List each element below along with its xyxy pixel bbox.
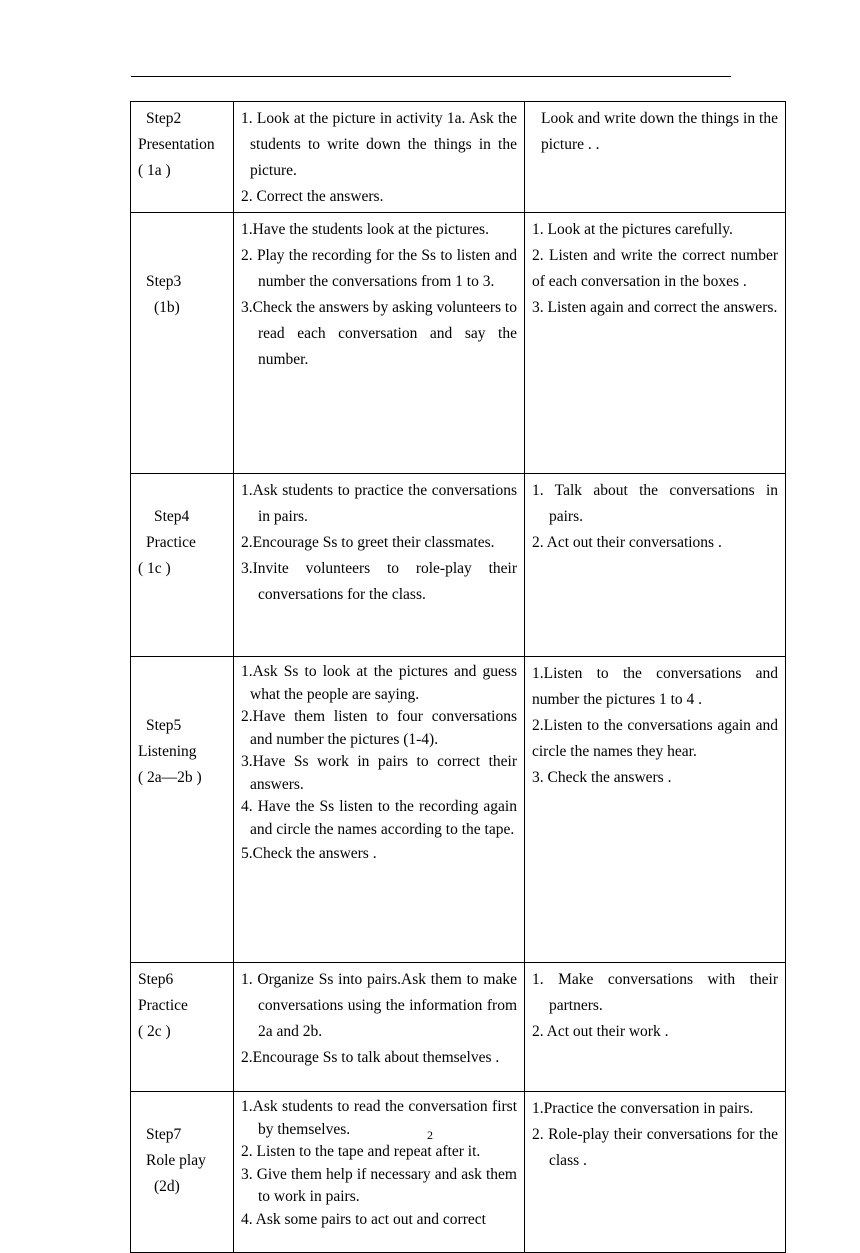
student-activity: 1. Make conversations with their partners. (532, 971, 778, 1014)
teacher-activity: 1.Have the students look at the pictures. (241, 221, 489, 238)
step-code: ( 1c ) (138, 560, 171, 577)
table-row (131, 657, 786, 963)
step-cell (131, 657, 234, 963)
step-cell (131, 1092, 234, 1253)
table-row (131, 213, 786, 474)
student-activity: 3. Listen again and correct the answers. (532, 299, 778, 316)
teacher-activity: 1.Ask Ss to look at the pictures and guess what the people are saying. (241, 663, 517, 703)
header-rule (131, 76, 731, 77)
teacher-activity-cell (234, 474, 525, 657)
step-cell (131, 474, 234, 657)
step-name: Role play (146, 1152, 206, 1169)
student-activity: 1. Talk about the conversations in pairs. (532, 482, 778, 525)
teacher-activity: 2.Encourage Ss to greet their classmates. (241, 534, 495, 551)
step-name: Listening (138, 743, 197, 760)
teacher-activity: 2. Correct the answers. (241, 188, 384, 205)
student-activity: 3. Check the answers . (532, 769, 672, 786)
teacher-activity: 5.Check the answers . (241, 845, 377, 862)
step-code: ( 2a—2b ) (138, 769, 202, 786)
student-activity-cell (525, 963, 786, 1092)
teacher-activity-cell (234, 657, 525, 963)
student-activity-cell (525, 657, 786, 963)
teacher-activity: 1.Ask students to practice the conversations in pairs. (241, 482, 517, 525)
step-cell (131, 963, 234, 1092)
step-label: Step5 (146, 717, 182, 734)
teacher-activity: 3.Check the answers by asking volunteers to read each conversation and say the number. (241, 299, 517, 368)
teacher-activity: 4. Have the Ss listen to the recording again and circle the names according to the tape. (241, 798, 517, 838)
teacher-activity: 4. Ask some pairs to act out and correct (241, 1210, 486, 1228)
student-activity: 1.Listen to the conversations and number the pictures 1 to 4 . (532, 665, 778, 708)
step-label: Step2 (146, 110, 182, 127)
step-label: Step3 (146, 273, 182, 290)
step-code: ( 1a ) (138, 162, 171, 179)
table-row (131, 963, 786, 1092)
step-cell (131, 213, 234, 474)
teacher-activity-cell (234, 102, 525, 213)
table-row (131, 474, 786, 657)
step-label: Step4 (154, 508, 190, 525)
student-activity-cell (525, 102, 786, 213)
step-name: Presentation (138, 136, 215, 153)
teacher-activity: 2.Encourage Ss to talk about themselves . (241, 1049, 500, 1066)
student-activity: 1.Practice the conversation in pairs. (532, 1100, 754, 1117)
lesson-plan-table (130, 101, 786, 1253)
student-activity: 2. Act out their work . (532, 1023, 669, 1040)
student-activity-cell (525, 1092, 786, 1253)
page-number: 2 (427, 1128, 433, 1142)
teacher-activity-cell (234, 963, 525, 1092)
step-label: Step6 (138, 971, 174, 988)
teacher-activity-cell (234, 213, 525, 474)
teacher-activity-cell (234, 1092, 525, 1253)
step-label: Step7 (146, 1126, 182, 1143)
student-activity: 2.Listen to the conversations again and circle the names they hear. (532, 717, 778, 760)
student-activity: 2. Listen and write the correct number of each conversation in the boxes . (532, 247, 778, 290)
teacher-activity: 3. Give them help if necessary and ask them to work in pairs. (241, 1165, 517, 1205)
step-name: Practice (146, 534, 196, 551)
teacher-activity: 1. Look at the picture in activity 1a. Ask the students to write down the things in the picture. (241, 110, 517, 179)
teacher-activity: 2. Listen to the tape and repeat after it. (241, 1143, 481, 1160)
student-activity: Look and write down the things in the picture . . (541, 110, 778, 153)
step-cell (131, 102, 234, 213)
table-row (131, 1092, 786, 1253)
teacher-activity: 1. Organize Ss into pairs.Ask them to make conversations using the information from 2a and 2b. (241, 971, 517, 1040)
student-activity-cell (525, 213, 786, 474)
teacher-activity: 2.Have them listen to four conversations and number the pictures (1-4). (241, 708, 517, 748)
student-activity: 2. Role-play their conversations for the class . (532, 1126, 778, 1169)
step-code: ( 2c ) (138, 1023, 171, 1040)
student-activity-cell (525, 474, 786, 657)
teacher-activity: 3.Invite volunteers to role-play their conversations for the class. (241, 560, 517, 603)
step-code: (1b) (154, 299, 180, 316)
table-row (131, 102, 786, 213)
student-activity: 1. Look at the pictures carefully. (532, 221, 733, 238)
teacher-activity: 2. Play the recording for the Ss to listen and number the conversations from 1 to 3. (241, 247, 517, 290)
step-name: Practice (138, 997, 188, 1014)
student-activity: 2. Act out their conversations . (532, 534, 722, 551)
teacher-activity: 1.Ask students to read the conversation first by themselves. (241, 1098, 517, 1138)
step-code: (2d) (154, 1178, 180, 1195)
teacher-activity: 3.Have Ss work in pairs to correct their answers. (241, 753, 517, 793)
